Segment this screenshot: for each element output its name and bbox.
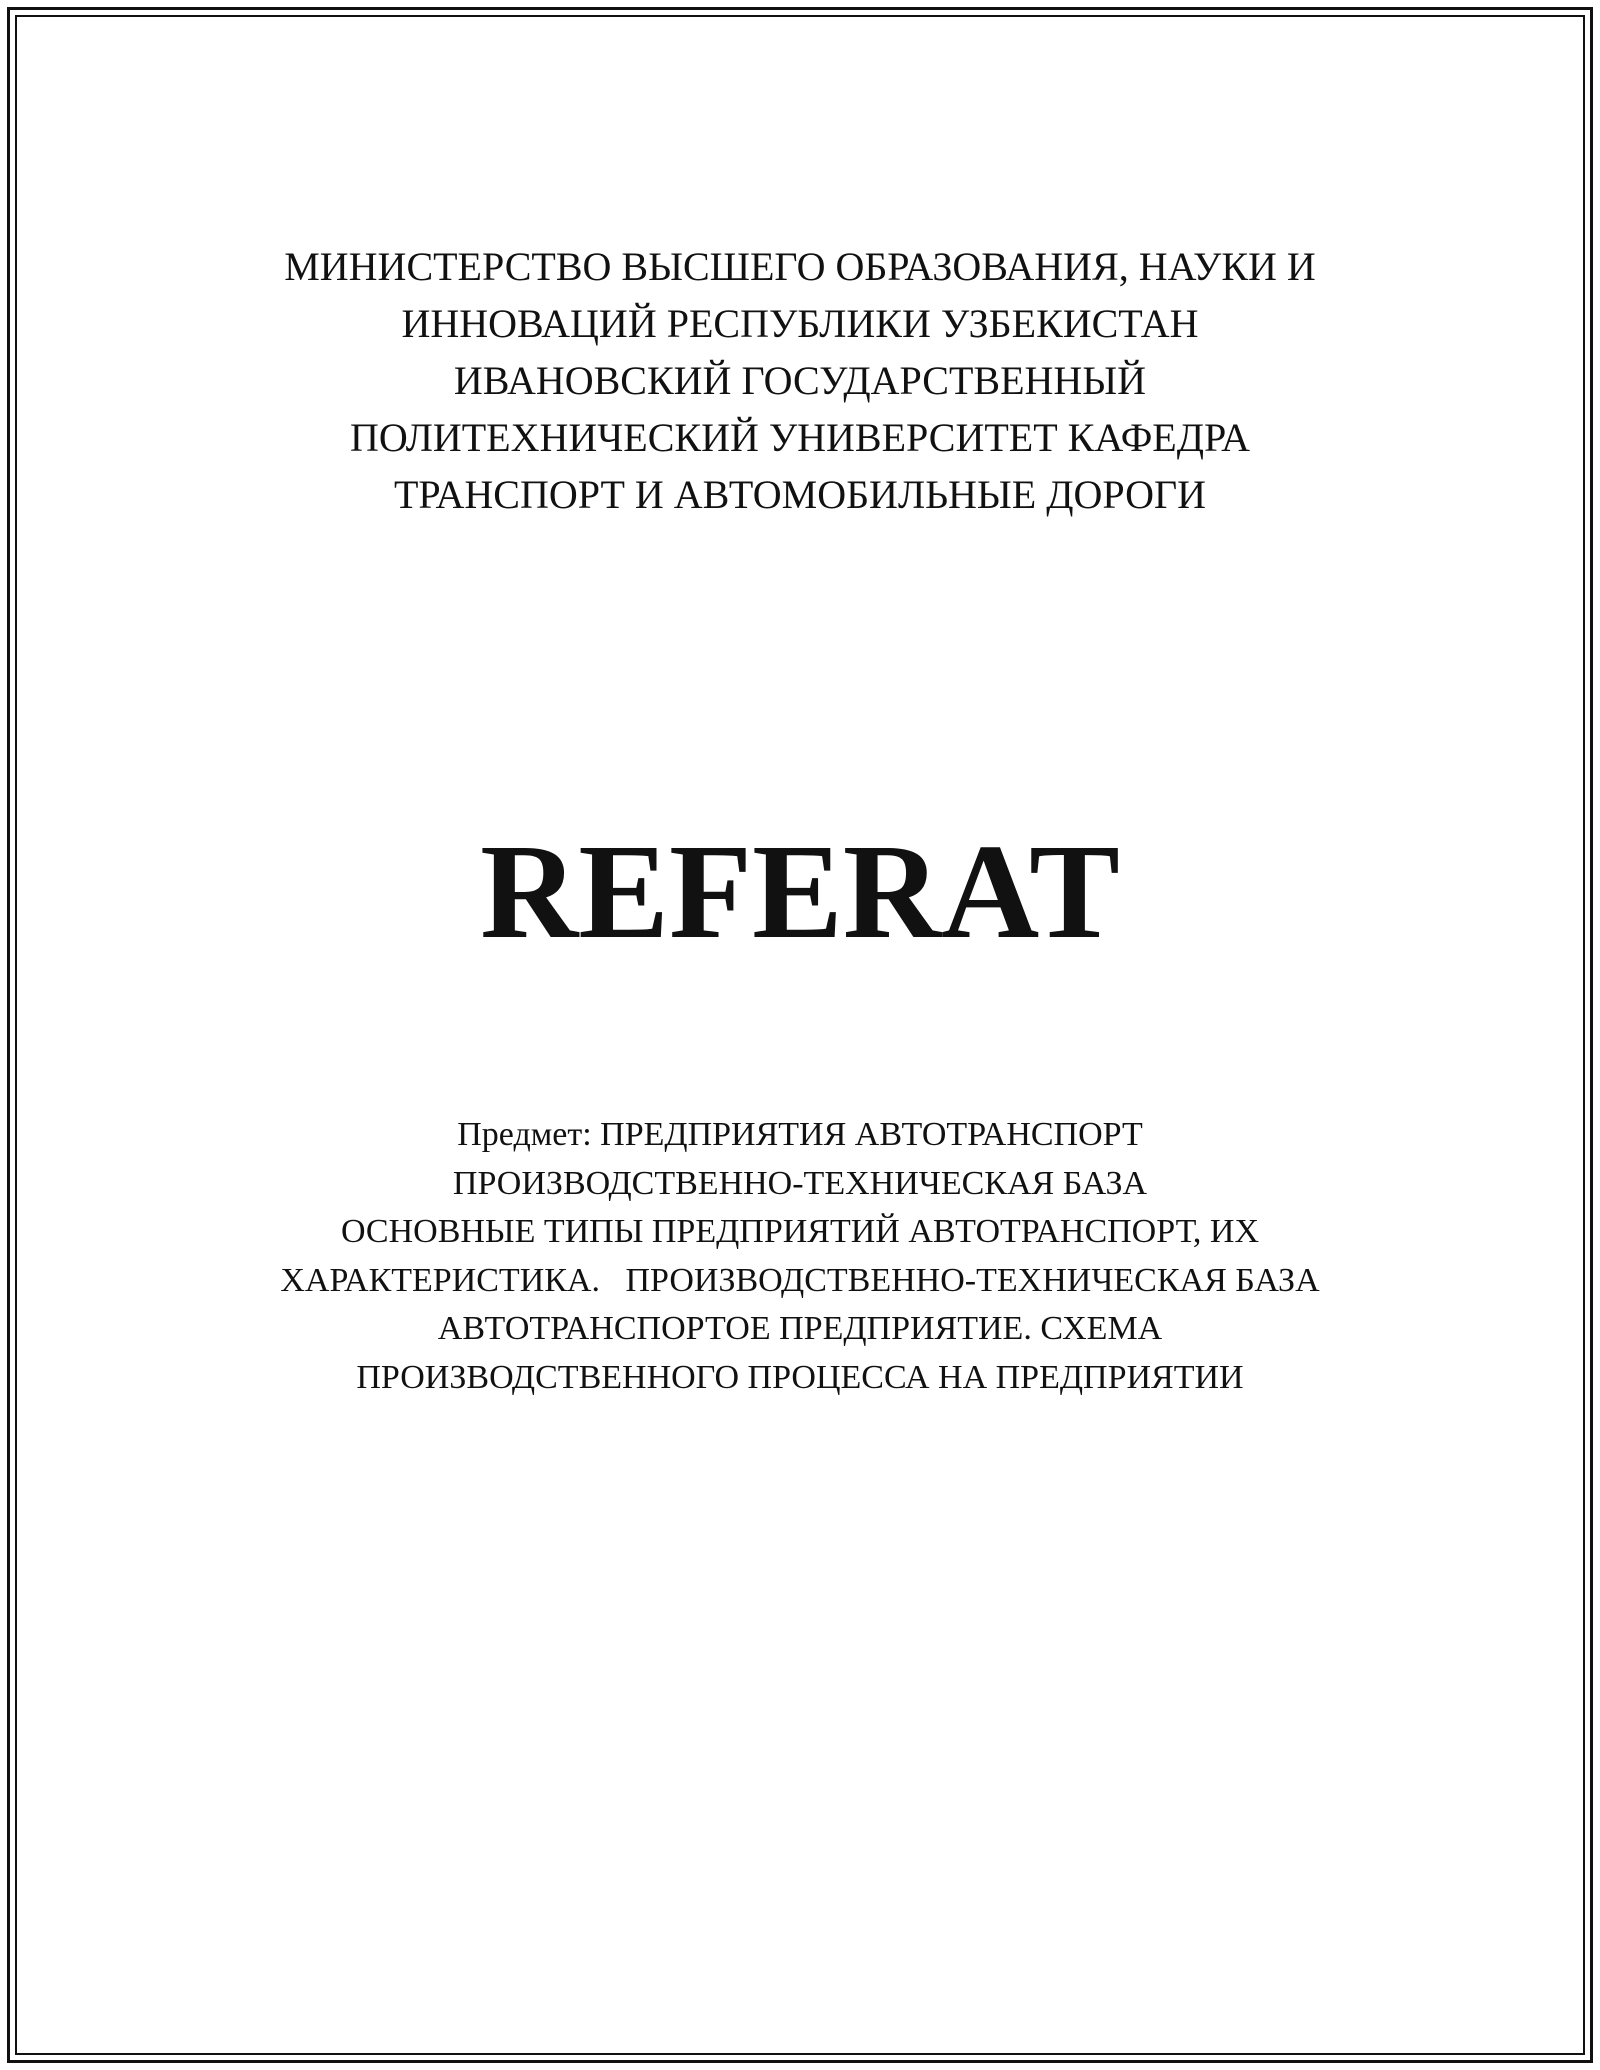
header-line: ИВАНОВСКИЙ ГОСУДАРСТВЕННЫЙ [453, 358, 1147, 403]
header-line: ПОЛИТЕХНИЧЕСКИЙ УНИВЕРСИТЕТ КАФЕДРА [349, 415, 1251, 460]
subject-block [0, 1111, 1600, 1402]
header-line: ТРАНСПОРТ И АВТОМОБИЛЬНЫЕ ДОРОГИ [393, 472, 1207, 517]
subject-line: ОСНОВНЫЕ ТИПЫ ПРЕДПРИЯТИЙ АВТОТРАНСПОРТ, ИХ [340, 1213, 1260, 1250]
subject-line: АВТОТРАНСПОРТОЕ ПРЕДПРИЯТИЕ. СХЕМА [437, 1310, 1163, 1347]
subject-line: ПРОИЗВОДСТВЕННОГО ПРОЦЕССА НА ПРЕДПРИЯТИИ [356, 1358, 1244, 1396]
header-line: ИННОВАЦИЙ РЕСПУБЛИКИ УЗБЕКИСТАН [401, 301, 1199, 346]
subject-line: ПРОИЗВОДСТВЕННО-ТЕХНИЧЕСКАЯ БАЗА [452, 1164, 1148, 1202]
subject-line: Предмет: ПРЕДПРИЯТИЯ АВТОТРАНСПОРТ [457, 1116, 1143, 1153]
institution-header [0, 238, 1600, 523]
header-line: МИНИСТЕРСТВО ВЫСШЕГО ОБРАЗОВАНИЯ, НАУКИ И [284, 244, 1316, 289]
subject-line: ХАРАКТЕРИСТИКА. ПРОИЗВОДСТВЕННО-ТЕХНИЧЕСКАЯ БАЗА [280, 1261, 1320, 1299]
document-title: REFERAT [480, 817, 1120, 967]
